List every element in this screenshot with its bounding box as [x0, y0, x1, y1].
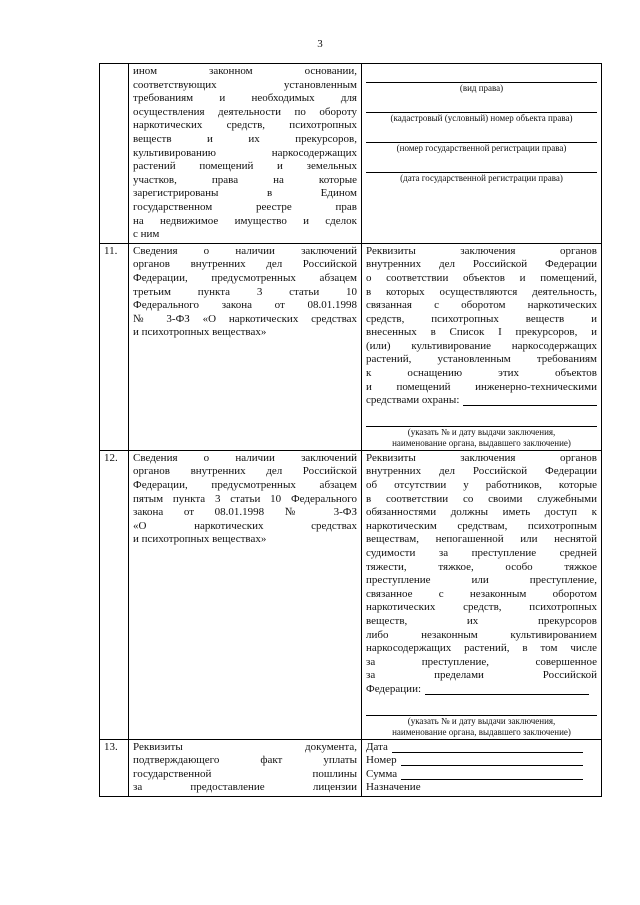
field-label: Федерации:: [366, 682, 422, 695]
text-line: (или) культивирование наркосодержащих: [366, 339, 597, 352]
text-line: органов внутренних дел Российской: [133, 465, 357, 478]
payment-date-row: [366, 741, 597, 755]
text-line: наркосодержащих растений, в том числе: [366, 642, 597, 655]
fill-row: [366, 683, 597, 697]
text-line: наркотических средств, психотропных: [366, 601, 597, 614]
text-line: требованиям и необходимых для: [133, 92, 357, 105]
text-line: культивированию наркосодержащих: [133, 146, 357, 159]
fill-row: [366, 394, 597, 408]
text-line: осуществления деятельности по обороту: [133, 105, 357, 118]
row-number: 13.: [100, 739, 129, 796]
fill-line[interactable]: [366, 100, 597, 113]
text-line: внутренних дел Российской Федерации: [366, 465, 597, 478]
fill-line[interactable]: [425, 683, 589, 695]
text-line: Реквизиты заключения органов: [366, 244, 597, 257]
row-description-cell: [129, 64, 362, 244]
row-value-cell: [362, 450, 602, 739]
payment-amount-field[interactable]: [401, 768, 583, 780]
text-line: внутренних дел Российской Федерации: [366, 258, 597, 271]
text-line: государственном реестре прав: [133, 200, 357, 213]
payment-purpose-row: [366, 781, 597, 795]
text-line: наркотическим средствам, психотропным: [366, 519, 597, 532]
fill-line[interactable]: [366, 130, 597, 143]
text-line: растений помещений и земельных: [133, 160, 357, 173]
text-line: растений, установленным требованиям: [366, 353, 597, 366]
row-number: 11.: [100, 243, 129, 450]
field-caption: (кадастровый (условный) номер объекта права): [390, 113, 573, 123]
row-value-cell: [362, 739, 602, 796]
text-line: тяжести, тяжкое, особо тяжкое: [366, 560, 597, 573]
text-line: либо незаконным культивированием: [366, 628, 597, 641]
fill-line[interactable]: [463, 394, 597, 406]
text-line: закона от 08.01.1998 № 3-ФЗ: [133, 506, 357, 519]
text-line: преступление или преступление,: [366, 574, 597, 587]
text-line: к оснащению этих объектов: [366, 367, 597, 380]
fill-line[interactable]: [366, 70, 597, 83]
row-value-cell: [362, 243, 602, 450]
fill-line[interactable]: [366, 703, 597, 716]
table-row-continuation: [100, 64, 602, 244]
text-line: об отсутствии у работников, которые: [366, 479, 597, 492]
text-line: внесенных в Список I прекурсоров, и: [366, 326, 597, 339]
text-line: участков, права на которые: [133, 173, 357, 186]
text-line: обязанностями должны иметь доступ к: [366, 506, 597, 519]
text-line: связанная с оборотом наркотических: [366, 299, 597, 312]
row-number-cell: [100, 64, 129, 244]
text-line: и психотропных веществах»: [133, 326, 267, 339]
text-line: зарегистрированы в Едином: [133, 187, 357, 200]
table-row-13: [100, 739, 602, 796]
text-line: подтверждающего факт уплаты: [133, 754, 357, 767]
text-line: № 3-ФЗ «О наркотических средствах: [133, 312, 357, 325]
row-number: 12.: [100, 450, 129, 739]
payment-amount-row: [366, 768, 597, 782]
field-caption: наименование органа, выдавшего заключение): [392, 437, 571, 448]
license-form-table: [99, 63, 602, 797]
text-line: средств, психотропных веществ и: [366, 312, 597, 325]
field-caption: наименование органа, выдавшего заключение): [392, 726, 571, 737]
text-line: Федерального закона от 08.01.1998: [133, 299, 357, 312]
fill-line[interactable]: [366, 160, 597, 173]
text-line: Сведения о наличии заключений: [133, 244, 357, 257]
payment-number-field[interactable]: [401, 754, 583, 766]
field-caption: (дата государственной регистрации права): [400, 173, 563, 183]
text-line: Федерации, предусмотренных абзацем: [133, 271, 357, 284]
field-caption: (указать № и дату выдачи заключения,: [407, 715, 556, 726]
row-description-cell: [129, 243, 362, 450]
text-line: веществ, их прекурсоров: [366, 614, 597, 627]
page-number: 3: [317, 38, 323, 50]
text-line: государственной пошлины: [133, 767, 357, 780]
text-line: ином законном основании,: [133, 65, 357, 77]
text-line: в которых осуществляются деятельность,: [366, 285, 597, 298]
field-caption: (номер государственной регистрации права): [396, 143, 567, 153]
field-caption: (указать № и дату выдачи заключения,: [407, 426, 556, 437]
text-line: за преступление, совершенное: [366, 655, 597, 668]
field-label: Номер: [366, 754, 397, 767]
row-description-cell: [129, 739, 362, 796]
table-row-12: [100, 450, 602, 739]
text-line: Реквизиты заключения органов: [366, 451, 597, 464]
fill-line[interactable]: [366, 414, 597, 427]
text-line: с ним: [133, 228, 160, 241]
text-line: за предоставление лицензии: [133, 781, 357, 794]
text-line: органов внутренних дел Российской: [133, 258, 357, 271]
text-line: Федерации, предусмотренных абзацем: [133, 479, 357, 492]
field-label: Дата: [366, 740, 388, 753]
text-line: веществ и их прекурсоров,: [133, 132, 357, 145]
text-line: третьим пункта 3 статьи 10: [133, 285, 357, 298]
text-line: и психотропных веществах»: [133, 533, 267, 546]
text-line: в соответствии со своими служебными: [366, 492, 597, 505]
payment-number-row: [366, 754, 597, 768]
text-line: на недвижимое имущество и сделок: [133, 214, 357, 227]
text-line: веществам, непогашенной или неснятой: [366, 533, 597, 546]
field-caption: (вид права): [459, 83, 504, 93]
table-row-11: [100, 243, 602, 450]
row-description-cell: [129, 450, 362, 739]
text-line: о соответствии объектов и помещений,: [366, 271, 597, 284]
text-line: наркотических средств, психотропных: [133, 119, 357, 132]
text-line: за пределами Российской: [366, 669, 597, 682]
text-line: связанное с незаконным оборотом: [366, 587, 597, 600]
field-label: Сумма: [366, 767, 398, 780]
field-label: средствами охраны:: [366, 394, 460, 407]
text-line: Реквизиты документа,: [133, 740, 357, 753]
field-label: Назначение: [366, 781, 421, 794]
text-line: соответствующих установленным: [133, 78, 357, 91]
text-line: судимости за преступление средней: [366, 547, 597, 559]
text-line: Сведения о наличии заключений: [133, 451, 357, 464]
row-value-cell: [362, 64, 602, 244]
text-line: и помещений инженерно-техническими: [366, 380, 597, 393]
payment-date-field[interactable]: [392, 741, 583, 753]
text-line: «О наркотических средствах: [133, 519, 357, 532]
text-line: пятым пункта 3 статьи 10 Федерального: [133, 492, 357, 505]
